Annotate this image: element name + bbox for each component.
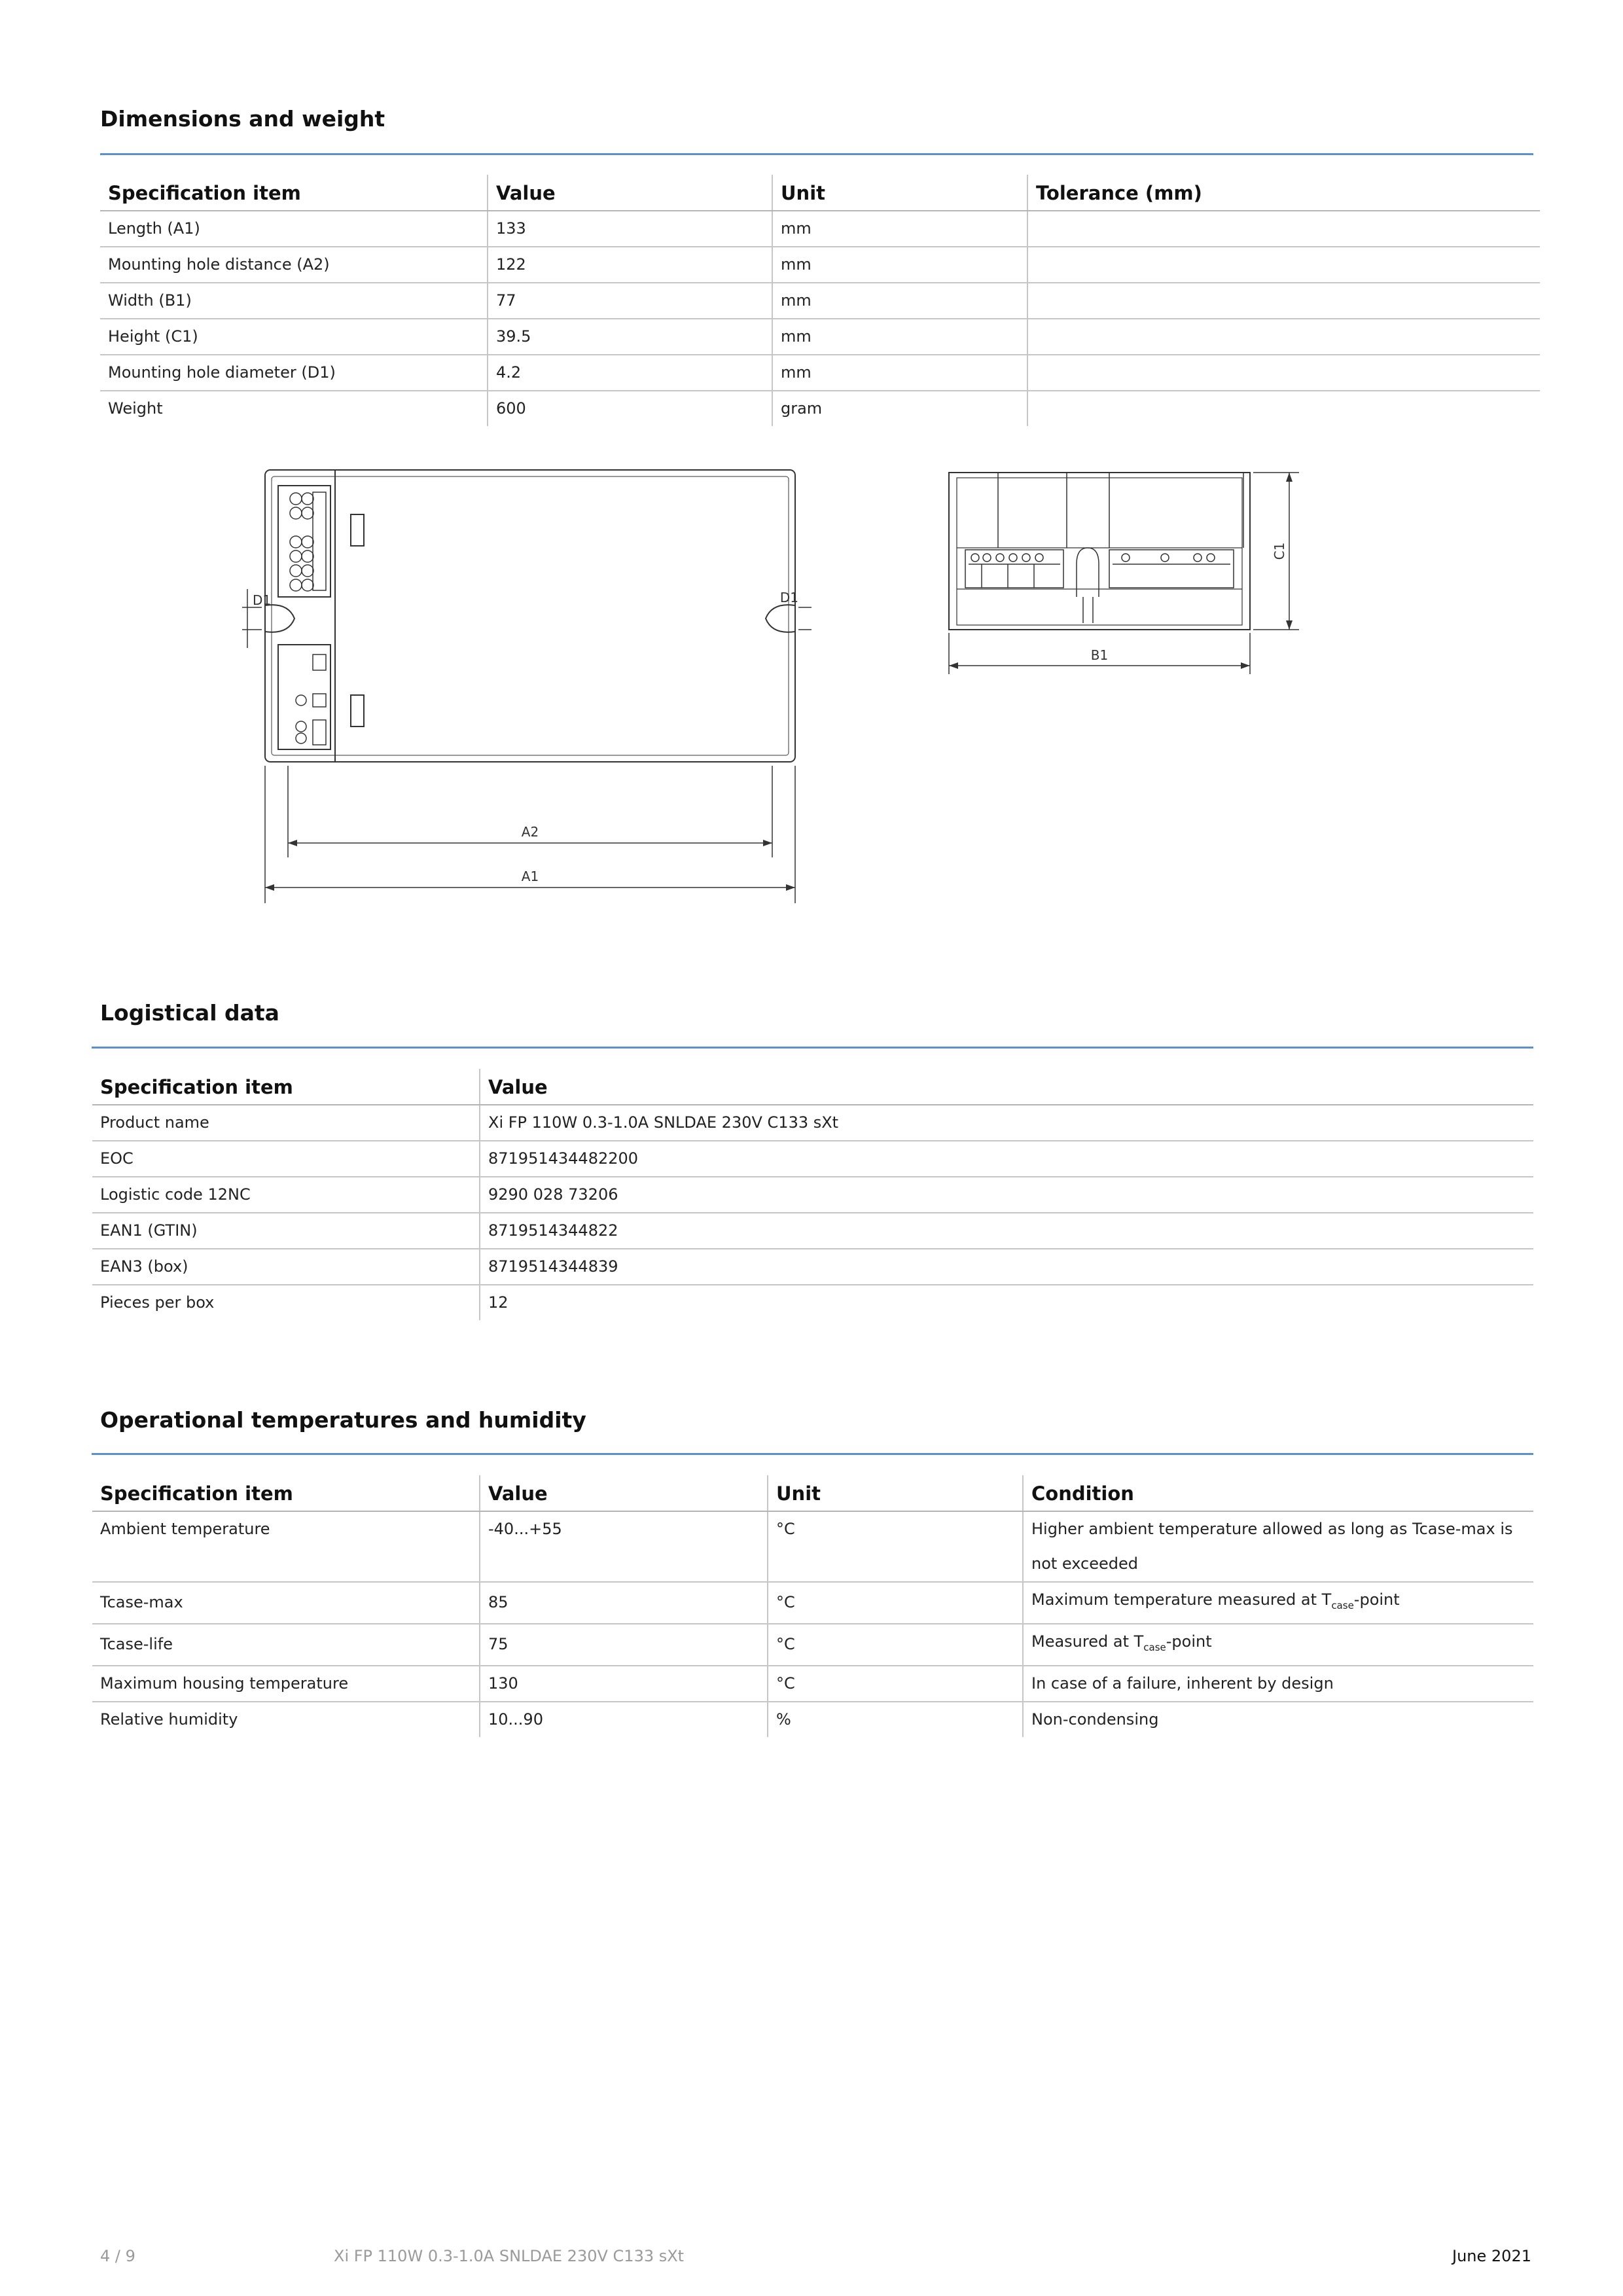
cell-item: Maximum housing temperature: [92, 1666, 480, 1702]
cell-value: 600: [488, 391, 772, 426]
section-divider: [92, 1453, 1533, 1455]
cell-item: Product name: [92, 1105, 480, 1141]
cell-unit: mm: [772, 319, 1027, 355]
cell-tolerance: [1027, 319, 1540, 355]
table-header-row: [92, 1475, 1533, 1511]
column-header: Specification item: [92, 1069, 480, 1105]
cell-item: Width (B1): [100, 283, 488, 319]
cell-value: -40...+55: [480, 1511, 768, 1582]
cell-item: EAN3 (box): [92, 1249, 480, 1285]
cell-item: EAN1 (GTIN): [92, 1213, 480, 1249]
cell-condition: Measured at $T_{case}$-point: [1023, 1624, 1533, 1666]
table-row: [100, 319, 1540, 355]
cell-value: 75: [480, 1624, 768, 1666]
table-header-row: [92, 1069, 1533, 1105]
column-header: Tolerance (mm): [1027, 175, 1540, 211]
cell-value: 8719514344822: [480, 1213, 1533, 1249]
table-header-row: [100, 175, 1540, 211]
dimensions-table: [100, 175, 1540, 426]
column-header: Unit: [772, 175, 1027, 211]
cell-value: 85: [480, 1582, 768, 1624]
cell-condition: Non-condensing: [1023, 1702, 1533, 1737]
table-row: [92, 1702, 1533, 1737]
cell-item: Tcase-life: [92, 1624, 480, 1666]
cell-item: Tcase-max: [92, 1582, 480, 1624]
cell-value: 130: [480, 1666, 768, 1702]
operational-table: [92, 1475, 1533, 1737]
table-row: [92, 1177, 1533, 1213]
cell-tolerance: [1027, 247, 1540, 283]
dim-label-a1: A1: [521, 869, 539, 884]
cell-tolerance: [1027, 283, 1540, 319]
footer-date: June 2021: [1452, 2247, 1531, 2265]
cell-unit: mm: [772, 247, 1027, 283]
cell-condition: In case of a failure, inherent by design: [1023, 1666, 1533, 1702]
cell-unit: mm: [772, 283, 1027, 319]
cell-tolerance: [1027, 355, 1540, 391]
table-row: [92, 1666, 1533, 1702]
table-row: [92, 1141, 1533, 1177]
cell-item: Mounting hole distance (A2): [100, 247, 488, 283]
dim-label-a2: A2: [521, 824, 539, 840]
section-title-operational: Operational temperatures and humidity: [100, 1407, 586, 1433]
dim-label-d1-right: D1: [779, 590, 798, 605]
table-row: [92, 1105, 1533, 1141]
column-header: Unit: [768, 1475, 1023, 1511]
cell-item: Ambient temperature: [92, 1511, 480, 1582]
side-view-drawing: [936, 466, 1322, 689]
column-header: Value: [480, 1069, 1533, 1105]
table-row: [92, 1249, 1533, 1285]
cell-item: Weight: [108, 399, 163, 418]
column-header: Condition: [1023, 1475, 1533, 1511]
cell-item: Mounting hole diameter (D1): [100, 355, 488, 391]
cell-value: Xi FP 110W 0.3-1.0A SNLDAE 230V C133 sXt: [480, 1105, 1533, 1141]
cell-value: 122: [488, 247, 772, 283]
dim-label-c1: C1: [1272, 542, 1287, 560]
cell-value: 133: [488, 211, 772, 247]
column-header: Specification item: [92, 1475, 480, 1511]
cell-unit: °C: [768, 1511, 1023, 1582]
section-divider: [100, 153, 1533, 155]
cell-tolerance: [1027, 391, 1540, 426]
cell-value: 9290 028 73206: [480, 1177, 1533, 1213]
cell-value: 39.5: [488, 319, 772, 355]
table-row: [100, 211, 1540, 247]
cell-unit: °C: [768, 1582, 1023, 1624]
table-row: [100, 391, 1540, 426]
logistics-table: [92, 1069, 1533, 1320]
cell-value: 871951434482200: [480, 1141, 1533, 1177]
section-divider: [92, 1047, 1533, 1049]
cell-item: Pieces per box: [100, 1293, 215, 1312]
column-header: Value: [480, 1475, 768, 1511]
table-row: [92, 1624, 1533, 1666]
page-number: 4 / 9: [100, 2247, 135, 2265]
cell-item: Height (C1): [100, 319, 488, 355]
section-title-dimensions: Dimensions and weight: [100, 106, 385, 132]
table-row: [100, 283, 1540, 319]
cell-item: Relative humidity: [100, 1710, 238, 1729]
cell-unit: °C: [768, 1666, 1023, 1702]
table-row: [92, 1582, 1533, 1624]
column-header: Value: [488, 175, 772, 211]
cell-unit: mm: [772, 211, 1027, 247]
cell-unit: mm: [772, 355, 1027, 391]
cell-value: 10...90: [480, 1702, 768, 1737]
cell-unit: gram: [772, 391, 1027, 426]
table-row: [100, 355, 1540, 391]
cell-value: 4.2: [488, 355, 772, 391]
cell-condition: Maximum temperature measured at $T_{case}$-point: [1023, 1582, 1533, 1624]
cell-tolerance: [1027, 211, 1540, 247]
cell-condition: Higher ambient temperature allowed as long as Tcase-max is not exceeded: [1023, 1511, 1533, 1582]
cell-unit: °C: [768, 1624, 1023, 1666]
footer-product-name: Xi FP 110W 0.3-1.0A SNLDAE 230V C133 sXt: [334, 2247, 685, 2265]
cell-item: Logistic code 12NC: [92, 1177, 480, 1213]
dim-label-b1: B1: [1090, 647, 1109, 663]
table-row: [92, 1511, 1533, 1582]
cell-value: 77: [488, 283, 772, 319]
column-header: Specification item: [100, 175, 488, 211]
section-title-logistics: Logistical data: [100, 1000, 279, 1026]
cell-item: Length (A1): [100, 211, 488, 247]
cell-value: 12: [480, 1285, 1533, 1320]
cell-item: EOC: [92, 1141, 480, 1177]
dim-label-d1-left: D1: [253, 592, 272, 608]
cell-unit: %: [768, 1702, 1023, 1737]
table-row: [92, 1213, 1533, 1249]
table-row: [92, 1285, 1533, 1320]
table-row: [100, 247, 1540, 283]
cell-value: 8719514344839: [480, 1249, 1533, 1285]
top-view-drawing: [223, 458, 812, 903]
